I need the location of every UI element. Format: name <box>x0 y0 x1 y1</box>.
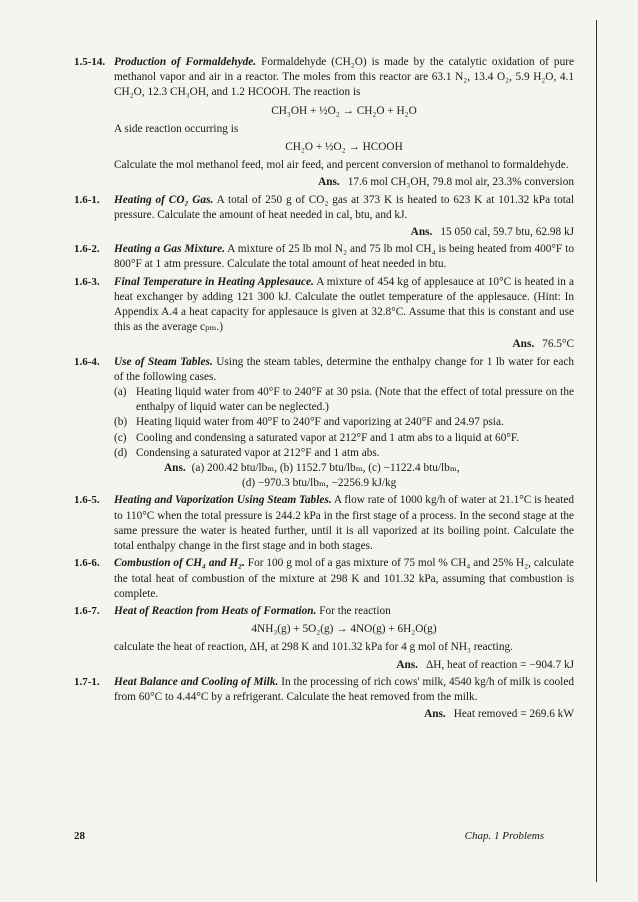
problem <box>74 675 574 723</box>
problem <box>74 604 574 673</box>
answer-text: 76.5°C <box>542 338 574 351</box>
problem-title: Heating a Gas Mixture. <box>114 243 225 256</box>
problem-text: A side reaction occurring is <box>114 122 239 135</box>
problem <box>74 493 574 554</box>
problem-number: 1.6-3. <box>74 275 100 288</box>
problem-title: Heating of CO₂ Gas. <box>114 193 214 206</box>
problem <box>74 242 574 272</box>
item-text: Heating liquid water from 40°F to 240°F at 30 psia. (Note that the effect of total pressure on the enthalpy of liquid water can be neglected.) <box>136 386 574 414</box>
answer-label: Ans. <box>164 462 186 475</box>
problem <box>74 355 574 492</box>
problem-title: Use of Steam Tables. <box>114 355 213 368</box>
item-label: (b) <box>114 416 128 429</box>
problem-title: Heat Balance and Cooling of Milk. <box>114 675 279 688</box>
answer-text: ΔH, heat of reaction = −904.7 kJ <box>425 658 574 671</box>
problem-title: Final Temperature in Heating Applesauce. <box>114 275 314 288</box>
problem-number: 1.7-1. <box>74 675 100 688</box>
problem-text: Formaldehyde (CH₂O) is made by the catalytic oxidation of pure methanol vapor and air in a reactor. The moles from this reactor are 63.1 N₂, 13.4 O₂, 5.9 H₂O, 4.1 CH₂O, 12.3 CH₃OH, and 1.2 HCOOH. The reaction is <box>114 56 574 99</box>
item-text: Cooling and condensing a saturated vapor at 212°F and 1 atm abs to a liquid at 60°F. <box>136 431 520 444</box>
answer-text: 15 050 cal, 59.7 btu, 62.98 kJ <box>440 226 574 239</box>
problem-title: Heating and Vaporization Using Steam Tables. <box>114 494 332 507</box>
problem-text: Calculate the mol methanol feed, mol air feed, and percent conversion of methanol to formaldehyde. <box>114 159 569 172</box>
answer-label: Ans. <box>318 176 340 189</box>
running-footer: Chap. 1 Problems <box>464 830 544 842</box>
problem-number: 1.6-4. <box>74 355 100 368</box>
problem-text: Using the steam tables, determine the enthalpy change for 1 lb water for each of the following cases. <box>114 355 574 383</box>
list-item <box>114 385 574 415</box>
list-item <box>114 446 574 461</box>
problem <box>74 193 574 241</box>
answer-label: Ans. <box>512 338 535 351</box>
problem-text: A mixture of 454 kg of applesauce at 10°C is heated in a heat exchanger by adding 121 300 kJ. Calculate the outlet temperature of the applesauce. (Hint: In Appendix A.4 a heat capacity for applesauce is given at 32.8°C. Assume that this is constant and use this as the average cₚₘ.) <box>114 275 574 334</box>
answer <box>114 337 574 352</box>
answer <box>114 461 574 491</box>
problem-number: 1.6-1. <box>74 193 100 206</box>
problem-title: Heat of Reaction from Heats of Formation. <box>114 604 317 617</box>
item-text: Condensing a saturated vapor at 212°F and 1 atm abs. <box>136 446 380 459</box>
item-text: Heating liquid water from 40°F to 240°F and vaporizing at 240°F and 24.97 psia. <box>136 416 504 429</box>
problem-text: For 100 g mol of a gas mixture of 75 mol % CH₄ and 25% H₂, calculate the total heat of combustion of the mixture at 298 K and 101.32 kPa, assuming that combustion is complete. <box>114 557 574 600</box>
item-label: (c) <box>114 431 127 444</box>
answer <box>114 175 574 190</box>
problem-number: 1.6-7. <box>74 604 100 617</box>
problem-text: A mixture of 25 lb mol N₂ and 75 lb mol CH₄ is being heated from 400°F to 800°F at 1 atm pressure. Calculate the total amount of heat needed in btu. <box>114 243 574 271</box>
list-item <box>114 415 574 430</box>
answer <box>114 225 574 240</box>
answer-label: Ans. <box>396 658 418 671</box>
problem-number: 1.6-2. <box>74 243 100 256</box>
sub-items <box>114 385 574 461</box>
problem-text: In the processing of rich cows' milk, 4540 kg/h of milk is cooled from 60°C to 4.44°C by a refrigerant. Calculate the heat removed from the milk. <box>114 675 574 703</box>
answer-text: (a) 200.42 btu/lbₘ, (b) 1152.7 btu/lbₘ, (c) −1122.4 btu/lbₘ, <box>191 462 460 475</box>
equation: 4NH₃(g) + 5O₂(g) → 4NO(g) + 6H₂O(g) <box>251 623 437 636</box>
answer-text: (d) −970.3 btu/lbₘ, −2256.9 kJ/kg <box>242 477 397 490</box>
answer-label: Ans. <box>410 226 433 239</box>
margin-rule <box>596 20 597 882</box>
problem-text: For the reaction <box>319 604 391 617</box>
problem <box>74 275 574 353</box>
answer-text: 17.6 mol CH₃OH, 79.8 mol air, 23.3% conversion <box>347 176 574 189</box>
problem-text: A flow rate of 1000 kg/h of water at 21.1°C is heated to 110°C when the total pressure is 244.2 kPa in the first stage of a process. In the second stage at the same pressure the water is heated further, until it is all vaporized at its boiling point. Calculate the total enthalpy change in the first stage and in both stages. <box>114 494 575 553</box>
problem-number: 1.6-6. <box>74 557 100 570</box>
problem-title: Combustion of CH₄ and H₂. <box>114 557 245 570</box>
problem-number: 1.6-5. <box>74 494 100 507</box>
answer-text: Heat removed = 269.6 kW <box>453 708 574 721</box>
problem-number: 1.5-14. <box>74 56 106 68</box>
problem-text: calculate the heat of reaction, ΔH, at 298 K and 101.32 kPa for 4 g mol of NH₃ reacting. <box>114 641 513 654</box>
problem-text: A total of 250 g of CO₂ gas at 373 K is heated to 623 K at 101.32 kPa total pressure. Calculate the amount of heat needed in cal, btu, and kJ. <box>114 193 575 221</box>
answer <box>114 658 574 673</box>
page-number: 28 <box>74 830 85 842</box>
problem-title: Production of Formaldehyde. <box>114 56 257 68</box>
item-label: (a) <box>114 386 127 399</box>
answer-label: Ans. <box>424 708 446 721</box>
equation: CH₃OH + ½O₂ → CH₂O + H₂O <box>271 104 417 117</box>
equation: CH₂O + ½O₂ → HCOOH <box>285 141 403 154</box>
answer <box>114 707 574 722</box>
item-label: (d) <box>114 446 128 459</box>
problems-list <box>74 55 574 724</box>
problem <box>74 556 574 602</box>
problem <box>74 55 574 191</box>
list-item <box>114 431 574 446</box>
